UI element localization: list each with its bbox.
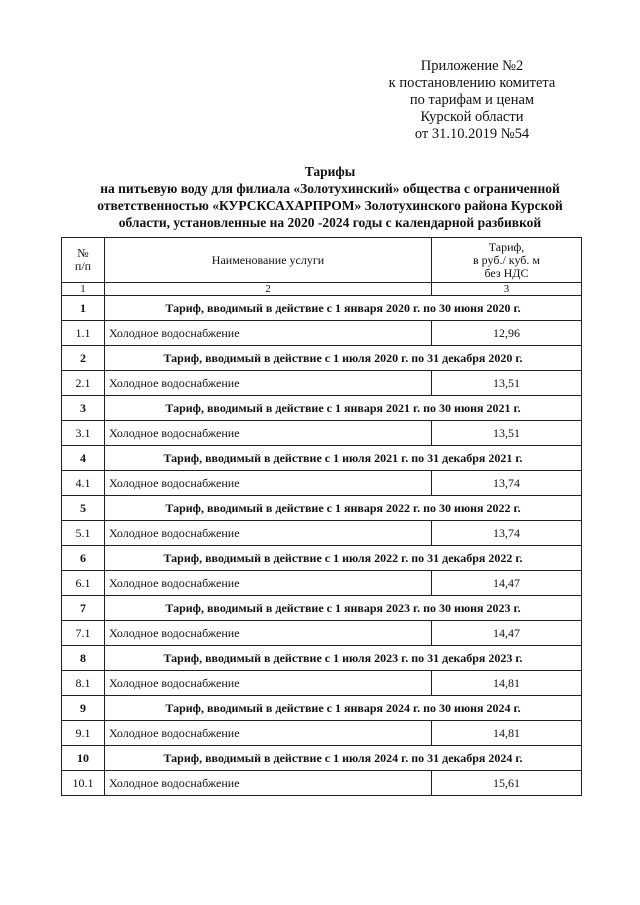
period-label: Тариф, вводимый в действие с 1 июля 2024 г. по 31 декабря 2024 г. [105,746,582,771]
period-row [62,746,582,771]
item-row [62,771,582,796]
period-label: Тариф, вводимый в действие с 1 января 2023 г. по 30 июня 2023 г. [105,596,582,621]
item-service: Холодное водоснабжение [105,471,432,496]
period-number: 7 [62,596,105,621]
appendix-line: к постановлению комитета [388,75,556,91]
period-label: Тариф, вводимый в действие с 1 января 2024 г. по 30 июня 2024 г. [105,696,582,721]
period-label: Тариф, вводимый в действие с 1 июля 2023 г. по 31 декабря 2023 г. [105,646,582,671]
item-number: 9.1 [62,721,105,746]
header-tariff-line: Тариф, [488,239,525,254]
item-number: 7.1 [62,621,105,646]
item-row [62,321,582,346]
item-number: 6.1 [62,571,105,596]
header-tariff-line: в руб./ куб. м [473,252,540,267]
item-service: Холодное водоснабжение [105,621,432,646]
column-number: 1 [62,283,105,296]
period-row [62,346,582,371]
period-row [62,596,582,621]
item-service: Холодное водоснабжение [105,721,432,746]
period-label: Тариф, вводимый в действие с 1 июля 2020 г. по 31 декабря 2020 г. [105,346,582,371]
item-service: Холодное водоснабжение [105,321,432,346]
period-number: 2 [62,346,105,371]
column-number-row [62,283,582,296]
item-tariff-value: 14,47 [432,571,582,596]
item-number: 4.1 [62,471,105,496]
item-tariff-value: 12,96 [432,321,582,346]
item-row [62,371,582,396]
period-number: 5 [62,496,105,521]
title-line: области, установленные на 2020 -2024 годы с календарной разбивкой [118,215,542,230]
column-number: 2 [105,283,432,296]
period-label: Тариф, вводимый в действие с 1 июля 2021 г. по 31 декабря 2021 г. [105,446,582,471]
item-row [62,421,582,446]
period-row [62,296,582,321]
title-line: ответственностью «КУРСКСАХАРПРОМ» Золотухинского района Курской [97,198,563,213]
item-service: Холодное водоснабжение [105,521,432,546]
period-label: Тариф, вводимый в действие с 1 января 2022 г. по 30 июня 2022 г. [105,496,582,521]
period-row [62,696,582,721]
period-label: Тариф, вводимый в действие с 1 января 2021 г. по 30 июня 2021 г. [105,396,582,421]
item-number: 8.1 [62,671,105,696]
item-tariff-value: 15,61 [432,771,582,796]
period-number: 8 [62,646,105,671]
period-row [62,646,582,671]
item-service: Холодное водоснабжение [105,421,432,446]
item-tariff-value: 13,51 [432,421,582,446]
item-tariff-value: 13,51 [432,371,582,396]
item-service: Холодное водоснабжение [105,371,432,396]
period-number: 9 [62,696,105,721]
period-number: 6 [62,546,105,571]
item-row [62,471,582,496]
header-number-line: № [77,246,89,260]
document-title [60,163,600,231]
item-row [62,671,582,696]
tariff-table [61,237,582,796]
header-number-line: п/п [74,259,92,273]
period-row [62,496,582,521]
appendix-line: Курской области [420,109,524,125]
item-number: 3.1 [62,421,105,446]
table-header-row [62,238,582,283]
period-row [62,396,582,421]
item-row [62,521,582,546]
header-tariff-line: без НДС [484,265,529,280]
item-service: Холодное водоснабжение [105,571,432,596]
period-row [62,546,582,571]
item-tariff-value: 13,74 [432,471,582,496]
period-label: Тариф, вводимый в действие с 1 января 2020 г. по 30 июня 2020 г. [105,296,582,321]
item-tariff-value: 14,81 [432,721,582,746]
item-number: 10.1 [62,771,105,796]
period-row [62,446,582,471]
item-row [62,571,582,596]
period-number: 1 [62,296,105,321]
item-tariff-value: 13,74 [432,521,582,546]
item-service: Холодное водоснабжение [105,671,432,696]
appendix-block [372,58,572,143]
header-service: Наименование услуги [105,238,432,283]
item-number: 5.1 [62,521,105,546]
item-row [62,621,582,646]
period-number: 10 [62,746,105,771]
period-label: Тариф, вводимый в действие с 1 июля 2022 г. по 31 декабря 2022 г. [105,546,582,571]
item-tariff-value: 14,47 [432,621,582,646]
header-number [62,238,105,283]
appendix-line: Приложение №2 [420,58,524,74]
period-number: 4 [62,446,105,471]
appendix-line: от 31.10.2019 №54 [414,126,530,142]
item-number: 1.1 [62,321,105,346]
header-tariff [432,238,582,283]
period-number: 3 [62,396,105,421]
appendix-line: по тарифам и ценам [409,92,535,108]
item-row [62,721,582,746]
item-number: 2.1 [62,371,105,396]
title-line: Тарифы [304,164,356,179]
title-line: на питьевую воду для филиала «Золотухинский» общества с ограниченной [100,181,560,196]
item-service: Холодное водоснабжение [105,771,432,796]
item-tariff-value: 14,81 [432,671,582,696]
column-number: 3 [432,283,582,296]
